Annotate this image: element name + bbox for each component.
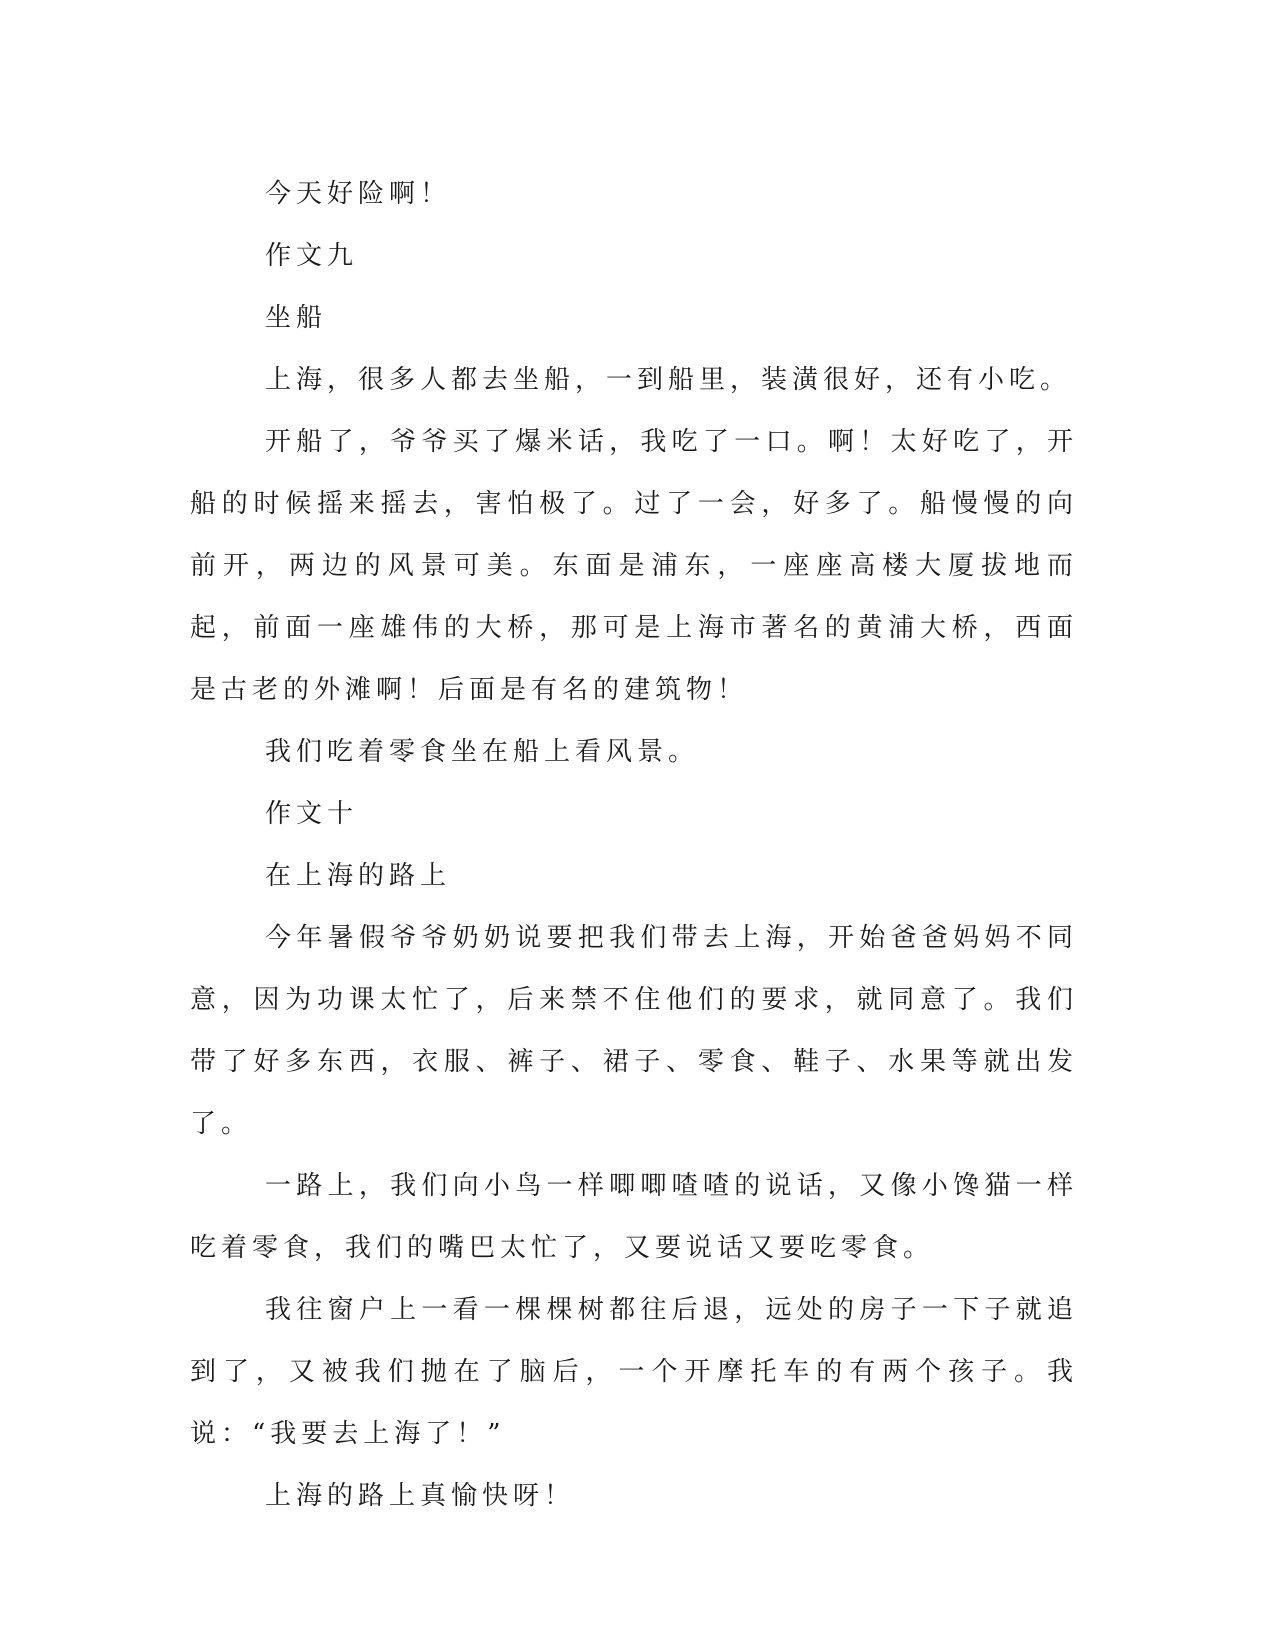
paragraph: 开船了，爷爷买了爆米话，我吃了一口。啊！太好吃了，开船的时候摇来摇去，害怕极了。过了一会，好多了。船慢慢的向前开，两边的风景可美。东面是浦东，一座座高楼大厦拔地而起，前面一座雄伟的大桥，那可是上海市著名的黄浦大桥，西面是古老的外滩啊！后面是有名的建筑物！ (190, 427, 1078, 705)
paragraph: 上海，很多人都去坐船，一到船里，装潢很好，还有小吃。 (265, 365, 1072, 395)
paragraph: 一路上，我们向小鸟一样唧唧喳喳的说话，又像小馋猫一样吃着零食，我们的嘴巴太忙了，又要说话又要吃零食。 (190, 1171, 1078, 1263)
essay-heading-ten: 作文十 (265, 799, 359, 829)
essay-title-boat: 坐船 (265, 303, 328, 333)
paragraph: 今年暑假爷爷奶奶说要把我们带去上海，开始爸爸妈妈不同意，因为功课太忙了，后来禁不住他们的要求，就同意了。我们带了好多东西，衣服、裤子、裙子、零食、鞋子、水果等就出发了。 (190, 923, 1078, 1139)
essay-text (190, 163, 1078, 1527)
paragraph: 我们吃着零食坐在船上看风景。 (265, 737, 700, 767)
paragraph: 我往窗户上一看一棵棵树都往后退，远处的房子一下子就追到了，又被我们抛在了脑后，一个开摩托车的有两个孩子。我说：“我要去上海了！” (190, 1295, 1078, 1449)
paragraph: 上海的路上真愉快呀！ (265, 1481, 576, 1511)
essay-title-road: 在上海的路上 (265, 861, 452, 891)
closing-line: 今天好险啊！ (265, 179, 452, 209)
essay-heading-nine: 作文九 (265, 241, 359, 271)
